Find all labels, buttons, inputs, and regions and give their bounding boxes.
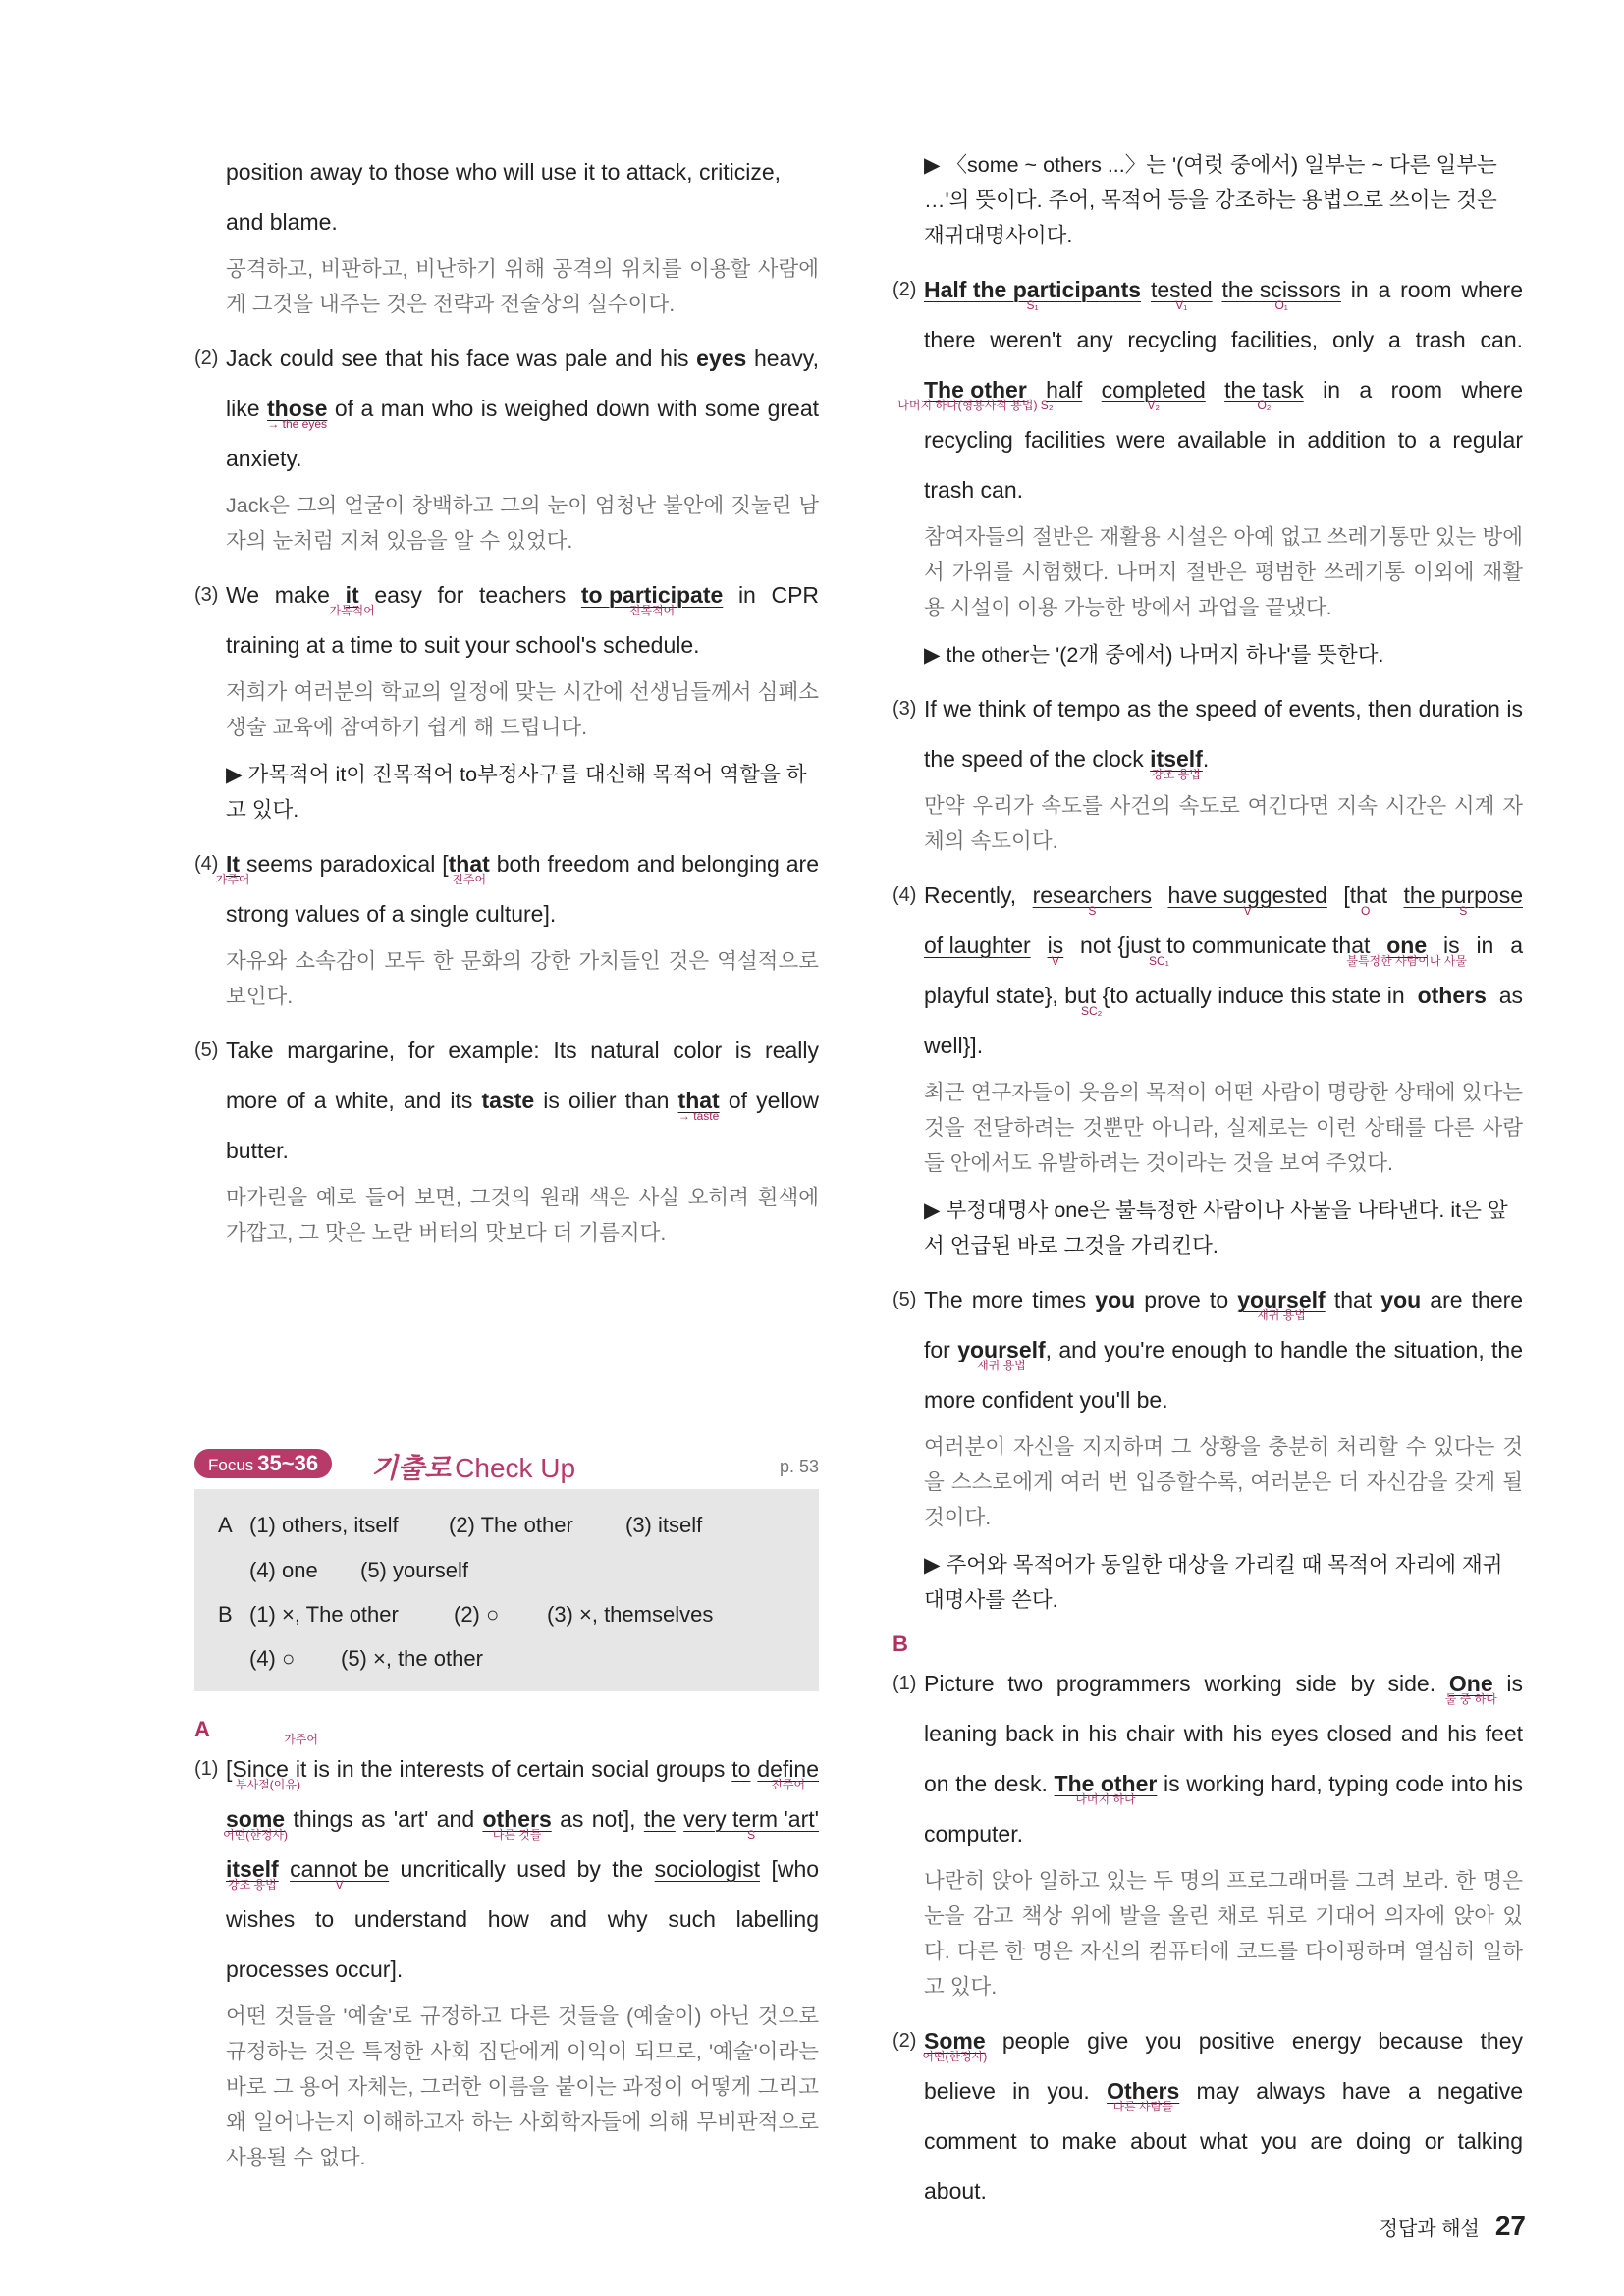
annotation: SC₁ <box>1149 954 1169 968</box>
text-span: of laughter <box>924 933 1031 958</box>
keyword-to: to <box>731 1756 751 1782</box>
complement-2: playful state}, but {to actually induce this state in SC₂ <box>924 983 1405 1018</box>
item-2-korean: 참여자들의 절반은 재활용 시설은 아예 없고 쓰레기통만 있는 방에서 가위를 시험했다. 나머지 절반은 평범한 쓰레기통 이외에 재활용 시설이 이용 가능한 방에서 과업을 끝냈다. <box>924 525 1523 619</box>
annotation: 다른 사람들 <box>1112 2100 1173 2113</box>
annotation: 어떤(한정사) <box>922 2050 988 2063</box>
a-item-1-korean: 어떤 것들을 '예술'로 규정하고 다른 것들을 (예술이) 아닌 것으로 규정하는 것은 특정한 사회 집단에게 이익이 되므로, '예술'이라는 바로 그 용어 자체는, 그러한 이름을 붙이는 과정이 어떻게 그리고 왜 일어나는지 이해하고자 하는 사회학자들에 의해 무비판적으로 사용될 수 없다. <box>226 2004 819 2169</box>
item-number: (2) <box>893 2030 917 2052</box>
item-1-korean: 공격하고, 비판하고, 비난하기 위해 공격의 위치를 이용할 사람에게 그것을 내주는 것은 전략과 전술상의 실수이다. <box>226 257 819 316</box>
object-scissors: the scissors O₁ <box>1221 277 1341 312</box>
annotation: 가주어 <box>215 873 250 886</box>
subject-term: very term 'art' S <box>683 1806 820 1842</box>
text-span: regular trash can. <box>924 427 1523 503</box>
text-span: training at a time to suit your school's schedule. <box>226 632 700 658</box>
text-span: are <box>1430 1287 1463 1312</box>
annotation: V₁ <box>1175 298 1188 312</box>
text-span: yellow butter. <box>226 1088 820 1163</box>
item-4-korean: 최근 연구자들이 웃음의 목적이 어떤 사람이 명랑한 상태에 있다는 것을 전달하려는 것뿐만 아니라, 실제로는 이런 상태를 다른 사람들 안에서도 유발하려는 것이라는 것을 보여 주었다. <box>924 1081 1523 1175</box>
item-3-korean: 저희가 여러분의 학교의 일정에 맞는 시간에 선생님들께서 심폐소생술 교육에 참여하기 쉽게 해 드립니다. <box>226 680 819 739</box>
annotation: O <box>1361 904 1371 918</box>
item-3 <box>194 570 819 828</box>
text-span: easy for teachers <box>374 582 567 608</box>
item-5-english <box>226 1026 819 1176</box>
item-4 <box>194 839 819 1014</box>
item-number: (5) <box>893 1289 917 1310</box>
text-span: prove to <box>1144 1287 1229 1312</box>
annotation: 가주어 <box>284 1733 318 1746</box>
item-number: (1) <box>893 1673 917 1694</box>
annotation: → taste <box>677 1109 720 1123</box>
b-item-1-english <box>924 1659 1523 1859</box>
section-label: B <box>218 1602 233 1627</box>
subject-purpose: the purpose S <box>1403 882 1524 918</box>
annotation: 불특정한 사람이나 사물 <box>1346 954 1467 968</box>
text-span: . <box>1202 746 1210 772</box>
item-1-continuation <box>194 147 819 322</box>
keyword-others: others 다른 것들 <box>482 1806 552 1842</box>
page-number: 27 <box>1494 2211 1526 2241</box>
annotation: 가목적어 <box>329 604 375 617</box>
annotation: 나머지 하나 <box>1075 1792 1136 1806</box>
keyword-it: it 가목적어 <box>329 582 375 617</box>
annotation: 재귀 용법 <box>1257 1308 1306 1322</box>
annotation: SC₂ <box>1081 1004 1103 1018</box>
item-5-english <box>924 1275 1523 1425</box>
annotation: V₂ <box>1147 399 1161 412</box>
answer-item: (4) one <box>249 1558 318 1582</box>
verb-tested: tested V₁ <box>1150 277 1213 312</box>
text-span: in CPR <box>737 582 820 608</box>
keyword-one: one 불특정한 사람이나 사물 <box>1346 933 1467 968</box>
keyword-one: One 둘 중 하나 <box>1444 1671 1497 1706</box>
text-line: position away to those who will use it to attack, criticize, <box>226 159 782 185</box>
text-span: The more times <box>924 1287 1087 1312</box>
text-span: trash can. <box>1415 327 1524 352</box>
text-span: where recycling facilities were available in addition to a <box>924 377 1524 453</box>
section-label-b: B <box>893 1631 908 1656</box>
text-span: more of a white, and its <box>226 1088 473 1113</box>
item-1-english <box>226 147 819 247</box>
b-item-1-korean: 나란히 앉아 일하고 있는 두 명의 프로그래머를 그려 보라. 한 명은 눈을 감고 책상 위에 발을 올린 채로 뒤로 기대어 의자에 앉아 있다. 다른 한 명은 자신의 컴퓨터에 코드를 타이핑하며 열심히 일하고 있다. <box>924 1869 1523 1999</box>
keyword-others: others <box>1417 983 1487 1008</box>
annotation: 진주어 <box>452 873 487 886</box>
annotation: O₁ <box>1274 298 1288 312</box>
text-span: Take margarine, for example: Its natural color is really <box>226 1038 819 1063</box>
keyword-sociologist: sociologist <box>654 1856 761 1882</box>
section-label-a: A <box>194 1717 210 1741</box>
annotation: S <box>1459 904 1468 918</box>
item-2 <box>194 334 819 559</box>
text-span: Recently, <box>924 882 1017 908</box>
text-span: as well}]. <box>924 983 1524 1058</box>
text-span: is oilier than <box>543 1088 670 1113</box>
text-span: heavy, like <box>226 346 819 421</box>
page-reference: p. 53 <box>779 1457 819 1476</box>
keyword-you: you <box>1380 1287 1422 1312</box>
answer-item: (2) The other <box>449 1513 573 1537</box>
item-3-note: ▶ 가목적어 it이 진목적어 to부정사구를 대신해 목적어 역할을 하고 있다. <box>226 763 807 822</box>
answer-item: (3) ×, themselves <box>547 1602 714 1627</box>
subject-half: Half the participants S₁ <box>924 277 1142 312</box>
keyword-the-other: The other 나머지 하나 <box>1054 1771 1158 1806</box>
item-3-korean: 만약 우리가 속도를 사건의 속도로 여긴다면 지속 시간은 시계 자체의 속도이다. <box>924 794 1523 853</box>
keyword-the: the <box>643 1806 676 1832</box>
text-span: situation, the more confident you'll be. <box>924 1337 1524 1413</box>
annotation: 재귀 용법 <box>977 1359 1026 1372</box>
text-span: there for <box>924 1287 1524 1362</box>
footer-label: 정답과 해설 <box>1379 2218 1480 2240</box>
item-number: (5) <box>194 1040 219 1061</box>
answer-box <box>194 1489 819 1691</box>
annotation: S <box>1088 904 1097 918</box>
check-up-header <box>194 1445 819 1484</box>
item-number: (2) <box>893 279 917 300</box>
keyword-that: that 진주어 <box>448 851 490 886</box>
keyword-the-other: The other 나머지 하나(형용사적 용법) S₂ <box>897 377 1054 412</box>
keyword-taste: taste <box>481 1088 535 1113</box>
item-4-english <box>924 871 1523 1071</box>
keyword-some: Some 어떤(한정사) <box>922 2028 988 2063</box>
annotation: S₁ <box>1026 298 1039 312</box>
text-span: is in the interests of certain social groups <box>313 1756 726 1782</box>
item-3-english <box>226 570 819 670</box>
item-1-note-continuation <box>893 147 1523 253</box>
complement-1: not {just to communicate that SC₁ <box>1080 933 1371 968</box>
text-span: is in a <box>1442 933 1523 958</box>
item-4-english <box>215 839 820 939</box>
item-5-korean: 마가린을 예로 들어 보면, 그것의 원래 색은 사실 오히려 흰색에 가깝고, 그 맛은 노란 버터의 맛보다 더 기름지다. <box>226 1186 819 1245</box>
b-item-2 <box>893 2016 1523 2216</box>
text-span: may always have a negative <box>1196 2078 1524 2104</box>
keyword-eyes: eyes <box>696 346 747 371</box>
item-5 <box>194 1026 819 1251</box>
answer-item: (1) others, itself <box>249 1513 399 1537</box>
text-span: some great anxiety. <box>226 396 820 471</box>
text-span: that <box>1333 1287 1373 1312</box>
annotation: 어떤(한정사) <box>223 1828 289 1842</box>
object-clause: [that O <box>1343 882 1388 918</box>
check-up-title: 기출로 Check Up <box>371 1453 576 1483</box>
answer-item: (4) ○ <box>249 1646 296 1671</box>
annotation: V <box>1051 954 1059 968</box>
answer-item: (2) ○ <box>454 1602 500 1627</box>
text-span: Picture two programmers working side by side. <box>924 1671 1436 1696</box>
verb-have-suggested: have suggested V <box>1167 882 1327 918</box>
item-number: (4) <box>893 884 917 906</box>
item-4-note: ▶ 부정대명사 one은 불특정한 사람이나 사물을 나타낸다. it은 앞서 언급된 바로 그것을 가리킨다. <box>924 1199 1508 1257</box>
right-column <box>893 147 1523 2220</box>
text-span: in a room <box>1350 277 1452 302</box>
annotation: V <box>335 1878 344 1892</box>
text-span: uncritically used by the <box>400 1856 644 1882</box>
item-5-korean: 여러분이 자신을 지지하며 그 상황을 충분히 처리할 수 있다는 것을 스스로에게 여러 번 입증할수록, 여러분은 더 자신감을 갖게 될 것이다. <box>924 1435 1523 1529</box>
annotation: 다른 것들 <box>492 1828 542 1842</box>
item-3-english <box>924 684 1523 784</box>
text-span: of a man who is weighed down with <box>334 396 698 421</box>
annotation: 둘 중 하나 <box>1444 1692 1497 1706</box>
item-number: (1) <box>194 1758 219 1780</box>
text-span: , and you're enough to handle the <box>1045 1337 1387 1362</box>
b-item-2-english <box>924 2016 1523 2216</box>
annotation: 강조 용법 <box>1152 768 1201 781</box>
keyword-itself: itself 강조 용법 <box>226 1856 279 1892</box>
annotation: 강조 용법 <box>227 1878 277 1892</box>
keyword-yourself: yourself 재귀 용법 <box>957 1337 1046 1372</box>
keyword-you: you <box>1095 1287 1136 1312</box>
text-span: of <box>728 1088 747 1113</box>
item-1-note: ▶ 〈some ~ others ...〉는 '(여럿 중에서) 일부는 ~ 다른 일부는 …'의 뜻이다. 주어, 목적어 등을 강조하는 용법으로 쓰이는 것은 재귀대명사이다. <box>924 153 1497 247</box>
annotation: → the eyes <box>267 417 328 431</box>
item-number: (3) <box>194 584 219 606</box>
answer-item: (5) yourself <box>360 1558 469 1582</box>
text-span: duration is the speed of the clock <box>924 696 1523 772</box>
focus-badge: Focus 35~36 <box>194 1449 332 1478</box>
keyword-that: that → taste <box>677 1088 720 1123</box>
text-span: code into his computer. <box>924 1771 1524 1846</box>
text-span: comment to make about what you are doing or talking <box>924 2128 1523 2154</box>
text-span: We make <box>226 582 330 608</box>
keyword-to-participate: to participate 진목적어 <box>580 582 724 617</box>
keyword-it: it 가주어 <box>284 1733 318 1782</box>
item-4-korean: 자유와 소속감이 모두 한 문화의 강한 가치들인 것은 역설적으로 보인다. <box>226 949 819 1008</box>
a-item-1-english <box>223 1733 820 1995</box>
b-item-1 <box>893 1659 1523 2004</box>
keyword-it: It 가주어 <box>215 851 250 886</box>
left-column <box>194 147 819 1262</box>
since-clause: [Since 부사절(이유) <box>226 1756 300 1791</box>
answer-item: (1) ×, The other <box>249 1602 399 1627</box>
text-span: are strong values of a single culture]. <box>226 851 820 927</box>
text-span: is working hard, typing <box>1164 1771 1389 1796</box>
text-span: half <box>1046 377 1083 402</box>
item-5-note: ▶ 주어와 목적어가 동일한 대상을 가리킬 때 목적어 자리에 재귀대명사를 쓴다. <box>924 1553 1503 1612</box>
keyword-some: some 어떤(한정사) <box>223 1806 289 1842</box>
text-span: about. <box>924 2178 987 2204</box>
annotation: 진목적어 <box>628 604 676 617</box>
item-number: (3) <box>893 698 917 720</box>
annotation: 진주어 <box>771 1778 806 1791</box>
keyword-itself: itself 강조 용법 <box>1150 746 1203 781</box>
keyword-define: define 진주어 <box>757 1756 820 1791</box>
verb-completed: completed V₂ <box>1101 377 1206 412</box>
verb-is: is V <box>1047 933 1064 968</box>
object-task: the task O₂ <box>1224 377 1304 412</box>
text-span: his feet on the desk. <box>924 1721 1524 1796</box>
text-span: believe in you. <box>924 2078 1090 2104</box>
item-number: (4) <box>194 853 219 875</box>
text-span: Jack could see that his face was pale and his <box>226 346 689 371</box>
item-2-english <box>897 265 1524 515</box>
text-span: where there weren't any recycling facilities, only a <box>924 277 1524 352</box>
item-2-note: ▶ the other는 '(2개 중에서) 나머지 하나'를 뜻한다. <box>924 643 1384 667</box>
text-span: seems paradoxical [ <box>246 851 449 877</box>
item-4 <box>893 871 1523 1263</box>
item-3 <box>893 684 1523 859</box>
lower-left-section <box>194 1703 819 2187</box>
subject-researchers: researchers S <box>1032 882 1153 918</box>
text-span: [who wishes to understand how and why <box>226 1856 820 1932</box>
item-number: (2) <box>194 347 219 369</box>
text-span: people give you positive energy because they <box>1001 2028 1523 2054</box>
text-span: things as 'art' and <box>293 1806 475 1832</box>
keyword-others: Others 다른 사람들 <box>1107 2078 1180 2113</box>
item-2 <box>893 265 1523 672</box>
annotation: O₂ <box>1257 399 1272 412</box>
item-2-korean: Jack은 그의 얼굴이 창백하고 그의 눈이 엄청난 불안에 짓눌린 남자의 눈처럼 지쳐 있음을 알 수 있었다. <box>226 494 819 553</box>
keyword-those: those → the eyes <box>267 396 328 431</box>
text-span: both freedom and belonging <box>496 851 780 877</box>
annotation: 부사절(이유) <box>236 1778 300 1791</box>
annotation: S <box>747 1828 756 1842</box>
a-item-1 <box>194 1733 820 2175</box>
page-footer <box>1380 2211 1526 2242</box>
text-span: is leaning back in his chair with his eyes closed and <box>924 1671 1524 1746</box>
annotation: 나머지 하나(형용사적 용법) S₂ <box>897 399 1054 412</box>
text-span: in a room <box>1323 377 1442 402</box>
text-span: If we think of tempo as the speed of events, then <box>924 696 1413 721</box>
answer-item: (3) itself <box>625 1513 703 1537</box>
section-label: A <box>218 1513 233 1537</box>
annotation: V <box>1243 904 1252 918</box>
text-span: as not], <box>560 1806 636 1832</box>
answer-item: (5) ×, the other <box>341 1646 483 1671</box>
item-5 <box>893 1275 1523 1618</box>
text-span: such labelling processes occur]. <box>226 1906 820 1982</box>
keyword-yourself: yourself 재귀 용법 <box>1237 1287 1326 1322</box>
item-2-english <box>226 334 819 484</box>
verb-cannot-be: cannot be V <box>290 1856 390 1892</box>
text-line: and blame. <box>226 209 338 235</box>
